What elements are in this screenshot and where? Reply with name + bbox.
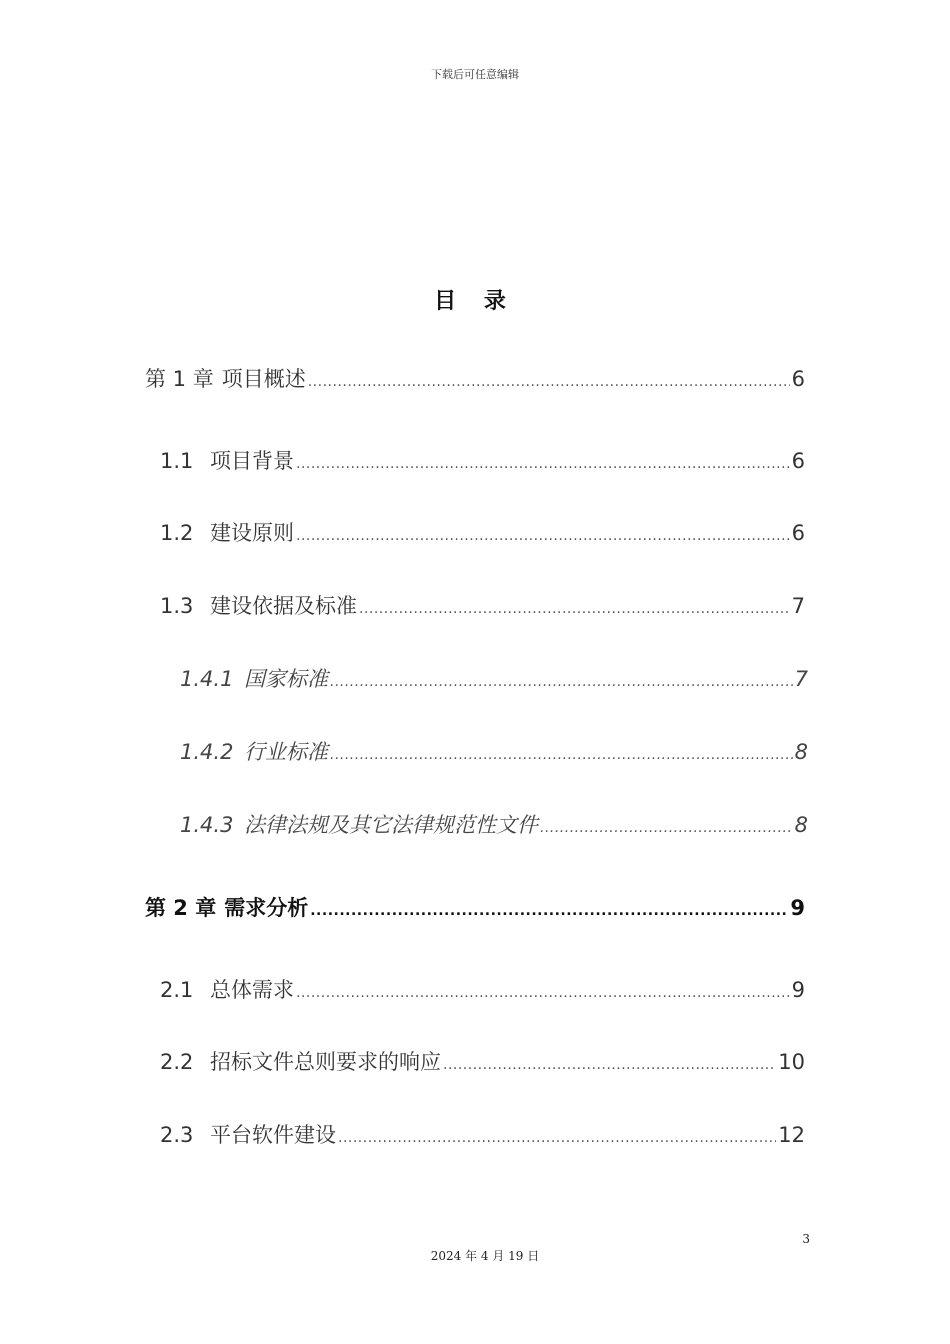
dot-leader	[310, 896, 788, 926]
dot-leader	[296, 978, 790, 1008]
toc-entry-title: 建设依据及标准	[210, 594, 357, 618]
toc-entry-number: 2.1	[160, 978, 194, 1002]
dot-leader	[330, 740, 793, 770]
toc-entry-number: 1.1	[160, 449, 194, 473]
toc-entry-title: 总体需求	[210, 978, 294, 1002]
toc-entry-number: 第 2 章	[145, 896, 217, 920]
dot-leader	[296, 521, 790, 551]
dot-leader	[540, 813, 793, 843]
toc-entry-number: 第 1 章	[145, 367, 214, 391]
toc-entry-number: 1.4.2	[180, 740, 234, 764]
toc-entry-title: 平台软件建设	[210, 1123, 336, 1147]
toc-entry-page: 10	[778, 1050, 805, 1074]
toc-entry-title: 法律法规及其它法律规范性文件	[244, 813, 538, 837]
toc-entry-page: 8	[794, 740, 808, 764]
toc-entry-number: 1.2	[160, 521, 194, 545]
toc-entry-page: 9	[791, 978, 805, 1002]
dot-leader	[359, 594, 790, 624]
toc-entry-title: 需求分析	[224, 896, 309, 920]
toc-entry-page: 8	[794, 813, 808, 837]
toc-entry-title: 建设原则	[210, 521, 294, 545]
toc-entry-number: 1.4.1	[180, 667, 234, 691]
toc-entry-number: 2.2	[160, 1050, 194, 1074]
toc-entry-1-3[interactable]	[160, 591, 805, 621]
toc-entry-title: 项目概述	[221, 367, 306, 391]
toc-entry-title: 行业标准	[244, 740, 328, 764]
toc-entry-page: 6	[791, 449, 805, 473]
toc-entry-chapter-2[interactable]	[145, 893, 805, 923]
toc-entry-number: 1.3	[160, 594, 194, 618]
toc-entry-page: 7	[794, 667, 808, 691]
toc-entry-1-4-2[interactable]	[180, 737, 808, 767]
toc-entry-1-4-3[interactable]	[180, 810, 808, 840]
header-note: 下载后可任意编辑	[431, 68, 519, 81]
toc-entry-page: 9	[790, 896, 805, 920]
toc-entry-page: 6	[791, 521, 805, 545]
toc-entry-1-1[interactable]	[160, 446, 805, 476]
toc-entry-title: 招标文件总则要求的响应	[210, 1050, 441, 1074]
dot-leader	[443, 1050, 776, 1080]
toc-entry-number: 1.4.3	[180, 813, 234, 837]
footer-date: 2024 年 4 月 19 日	[430, 1249, 540, 1263]
page-number: 3	[802, 1232, 810, 1246]
toc-entry-chapter-1[interactable]	[145, 364, 805, 394]
toc-entry-page: 12	[778, 1123, 805, 1147]
toc-entry-title: 国家标准	[244, 667, 328, 691]
dot-leader	[308, 367, 790, 397]
dot-leader	[338, 1123, 776, 1153]
toc-entry-2-1[interactable]	[160, 975, 805, 1005]
toc-entry-page: 7	[791, 594, 805, 618]
toc-entry-title: 项目背景	[210, 449, 294, 473]
toc-entry-1-4-1[interactable]	[180, 664, 808, 694]
toc-entry-page: 6	[791, 367, 805, 391]
toc-entry-number: 2.3	[160, 1123, 194, 1147]
toc-entry-2-2[interactable]	[160, 1047, 805, 1077]
toc-title: 目 录	[434, 289, 516, 314]
toc-entry-2-3[interactable]	[160, 1120, 805, 1150]
dot-leader	[330, 667, 793, 697]
toc-entry-1-2[interactable]	[160, 518, 805, 548]
dot-leader	[296, 449, 790, 479]
